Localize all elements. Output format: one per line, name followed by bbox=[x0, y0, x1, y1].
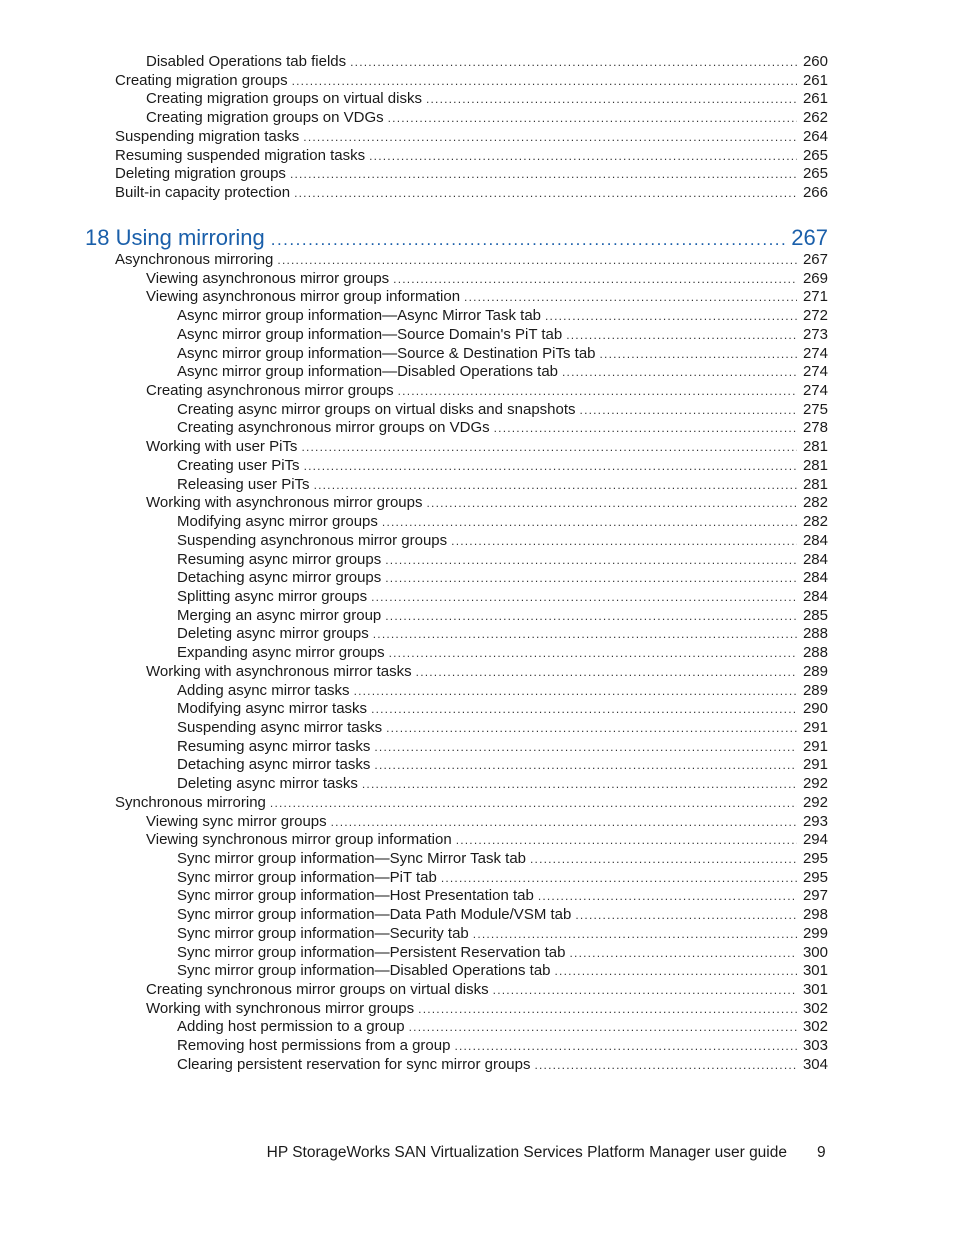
toc-entry[interactable] bbox=[146, 90, 828, 109]
toc-entry[interactable] bbox=[146, 831, 828, 850]
toc-entry-page: 293 bbox=[802, 812, 828, 830]
dot-leader bbox=[441, 869, 797, 888]
toc-entry-title: Resuming async mirror tasks bbox=[177, 737, 371, 755]
toc-entry-page: 292 bbox=[802, 793, 828, 811]
toc-entry[interactable] bbox=[146, 109, 828, 128]
toc-entry-page: 295 bbox=[802, 850, 828, 867]
toc-entry-page: 274 bbox=[802, 344, 828, 362]
dot-leader bbox=[393, 270, 797, 289]
toc-entry[interactable] bbox=[177, 625, 828, 644]
toc-entry-page: 297 bbox=[802, 887, 828, 905]
dot-leader bbox=[451, 532, 797, 551]
dot-leader bbox=[362, 775, 797, 794]
toc-entry-title: Asynchronous mirroring bbox=[115, 251, 274, 268]
toc-entry[interactable] bbox=[177, 738, 828, 757]
toc-entry-title: Working with asynchronous mirror groups bbox=[146, 494, 423, 512]
toc-entry-page: 301 bbox=[802, 962, 828, 980]
dot-leader bbox=[600, 345, 797, 364]
toc-entry-page: 291 bbox=[802, 737, 828, 755]
toc-entry-page: 294 bbox=[802, 831, 828, 849]
toc-entry[interactable] bbox=[177, 700, 828, 719]
toc-entry[interactable] bbox=[177, 532, 828, 551]
toc-entry[interactable] bbox=[177, 345, 828, 364]
toc-entry[interactable] bbox=[177, 719, 828, 738]
dot-leader bbox=[416, 663, 797, 682]
toc-entry-title: Async mirror group information—Disabled Operations tab bbox=[177, 363, 558, 381]
toc-entry-title: Disabled Operations tab fields bbox=[146, 53, 347, 70]
toc-entry-title: Clearing persistent reservation for sync mirror groups bbox=[177, 1055, 531, 1073]
toc-entry-page: 284 bbox=[802, 550, 828, 568]
toc-entry-title: Deleting async mirror tasks bbox=[177, 775, 358, 793]
toc-entry-page: 274 bbox=[802, 363, 828, 381]
toc-entry-page: 304 bbox=[802, 1055, 828, 1073]
toc-entry-page: 295 bbox=[802, 868, 828, 886]
dot-leader bbox=[538, 887, 797, 906]
dot-leader bbox=[530, 850, 797, 869]
toc-entry-page: 278 bbox=[802, 419, 828, 437]
dot-leader bbox=[277, 251, 797, 270]
dot-leader bbox=[290, 165, 797, 184]
toc-entry-title: Synchronous mirroring bbox=[115, 793, 266, 811]
toc-entry[interactable] bbox=[177, 887, 828, 906]
toc-entry-title: Async mirror group information—Async Mirror Task tab bbox=[177, 307, 541, 325]
toc-entry-title: Detaching async mirror groups bbox=[177, 569, 382, 587]
toc-entry[interactable] bbox=[115, 72, 828, 91]
toc-entry-title: Resuming async mirror groups bbox=[177, 550, 382, 568]
toc-entry-title: Expanding async mirror groups bbox=[177, 644, 385, 662]
toc-entry-page: 281 bbox=[802, 438, 828, 456]
toc-entry-title: Creating migration groups bbox=[115, 71, 288, 89]
toc-entry-page: 272 bbox=[802, 307, 828, 325]
toc-entry[interactable] bbox=[146, 663, 828, 682]
toc-entry-page: 269 bbox=[802, 269, 828, 287]
toc-entry-title: Modifying async mirror tasks bbox=[177, 700, 368, 718]
toc-entry-page: 289 bbox=[802, 662, 828, 680]
dot-leader bbox=[562, 363, 797, 382]
toc-entry[interactable] bbox=[115, 128, 828, 147]
toc-entry-page: 290 bbox=[802, 700, 828, 718]
toc-entry-page: 284 bbox=[802, 569, 828, 587]
dot-leader bbox=[303, 128, 797, 147]
toc-entry-title: Adding async mirror tasks bbox=[177, 681, 350, 699]
toc-entry[interactable] bbox=[146, 270, 828, 289]
toc-entry-title: Viewing asynchronous mirror group information bbox=[146, 288, 461, 306]
toc-entry-page: 285 bbox=[802, 606, 828, 624]
dot-leader bbox=[292, 72, 797, 91]
footer-page-number: 9 bbox=[817, 1144, 826, 1161]
toc-entry[interactable] bbox=[177, 869, 828, 888]
dot-leader bbox=[473, 925, 797, 944]
dot-leader bbox=[374, 756, 797, 775]
dot-leader bbox=[354, 682, 797, 701]
toc-entry-title: Viewing sync mirror groups bbox=[146, 812, 327, 830]
dot-leader bbox=[385, 569, 797, 588]
toc-entry[interactable] bbox=[177, 906, 828, 925]
toc-entry[interactable] bbox=[115, 184, 828, 203]
dot-leader bbox=[493, 981, 797, 1000]
toc-entry[interactable] bbox=[177, 682, 828, 701]
toc-entry[interactable] bbox=[115, 165, 828, 184]
dot-leader bbox=[456, 831, 797, 850]
toc-entry-page: 298 bbox=[802, 906, 828, 924]
toc-entry-page: 267 bbox=[802, 251, 828, 268]
toc-entry-title: Removing host permissions from a group bbox=[177, 1037, 451, 1055]
toc-entry-page: 266 bbox=[802, 184, 828, 202]
dot-leader bbox=[369, 147, 797, 166]
toc-entry-title: Sync mirror group information—PiT tab bbox=[177, 868, 437, 886]
toc-entry-title: Working with synchronous mirror groups bbox=[146, 999, 415, 1017]
toc-entry-page: 281 bbox=[802, 475, 828, 493]
dot-leader bbox=[409, 1018, 797, 1037]
toc-entry-page: 291 bbox=[802, 756, 828, 774]
toc-entry-title: Merging an async mirror group bbox=[177, 606, 382, 624]
chapter-heading[interactable] bbox=[85, 224, 828, 252]
toc-entry-title: Suspending async mirror tasks bbox=[177, 718, 383, 736]
toc-entry-title: Deleting migration groups bbox=[115, 165, 286, 183]
dot-leader bbox=[382, 513, 797, 532]
toc-entry-page: 302 bbox=[802, 1018, 828, 1036]
toc-entry-title: Sync mirror group information—Data Path Module/VSM tab bbox=[177, 906, 572, 924]
toc-entry[interactable] bbox=[177, 457, 828, 476]
toc-entry-page: 288 bbox=[802, 625, 828, 643]
toc-entry-title: Releasing user PiTs bbox=[177, 475, 310, 493]
dot-leader bbox=[454, 1037, 797, 1056]
toc-entry-title: Built-in capacity protection bbox=[115, 184, 291, 202]
toc-entry-page: 289 bbox=[802, 681, 828, 699]
toc-entry[interactable] bbox=[177, 551, 828, 570]
dot-leader bbox=[426, 90, 797, 109]
toc-entry-page: 301 bbox=[802, 981, 828, 999]
toc-entry-title: Working with asynchronous mirror tasks bbox=[146, 662, 412, 680]
toc-entry-page: 284 bbox=[802, 531, 828, 549]
toc-entry-title: Async mirror group information—Source Domain's PiT tab bbox=[177, 325, 563, 343]
toc-entry-title: Sync mirror group information—Sync Mirror Task tab bbox=[177, 850, 526, 867]
toc-entry[interactable] bbox=[115, 251, 828, 270]
toc-entry-page: 261 bbox=[802, 71, 828, 89]
dot-leader bbox=[534, 1056, 797, 1075]
toc-entry-title: Resuming suspended migration tasks bbox=[115, 146, 366, 164]
toc-entry-page: 300 bbox=[802, 943, 828, 961]
footer-title: HP StorageWorks SAN Virtualization Services Platform Manager user guide bbox=[266, 1144, 787, 1161]
dot-leader bbox=[386, 719, 797, 738]
toc-entry-page: 284 bbox=[802, 587, 828, 605]
toc-entry[interactable] bbox=[177, 363, 828, 382]
dot-leader bbox=[371, 588, 797, 607]
toc-entry[interactable] bbox=[177, 307, 828, 326]
toc-entry[interactable] bbox=[177, 607, 828, 626]
dot-leader bbox=[331, 813, 797, 832]
toc-entry-page: 273 bbox=[802, 325, 828, 343]
toc-entry-page: 262 bbox=[802, 109, 828, 127]
toc-entry-title: Creating migration groups on VDGs bbox=[146, 109, 384, 127]
toc-entry[interactable] bbox=[177, 326, 828, 345]
dot-leader bbox=[388, 109, 797, 128]
dot-leader bbox=[385, 551, 797, 570]
toc-entry[interactable] bbox=[146, 382, 828, 401]
toc-entry-page: 282 bbox=[802, 494, 828, 512]
toc-entry[interactable] bbox=[177, 944, 828, 963]
toc-entry-title: Sync mirror group information—Host Presentation tab bbox=[177, 887, 534, 905]
dot-leader bbox=[373, 625, 797, 644]
toc-entry-title: Working with user PiTs bbox=[146, 438, 298, 456]
toc-entry[interactable] bbox=[177, 569, 828, 588]
toc-entry-page: 303 bbox=[802, 1037, 828, 1055]
dot-leader bbox=[464, 288, 797, 307]
dot-leader bbox=[301, 438, 797, 457]
toc-entry-page: 302 bbox=[802, 999, 828, 1017]
toc-entry-title: Splitting async mirror groups bbox=[177, 587, 368, 605]
toc-entry-page: 260 bbox=[802, 53, 828, 70]
toc-entry[interactable] bbox=[177, 775, 828, 794]
toc-entry-title: Sync mirror group information—Disabled Operations tab bbox=[177, 962, 551, 980]
page-footer bbox=[0, 1143, 954, 1163]
toc-entry[interactable] bbox=[146, 981, 828, 1000]
dot-leader bbox=[270, 794, 797, 813]
dot-leader bbox=[427, 494, 797, 513]
toc-entry-title: Suspending migration tasks bbox=[115, 127, 300, 145]
toc-entry-title: Sync mirror group information—Security tab bbox=[177, 924, 469, 942]
dot-leader bbox=[545, 307, 797, 326]
toc-entry[interactable] bbox=[177, 476, 828, 495]
dot-leader bbox=[385, 607, 797, 626]
toc-entry[interactable] bbox=[115, 147, 828, 166]
toc-entry-page: 291 bbox=[802, 718, 828, 736]
toc-entry-title: Viewing synchronous mirror group information bbox=[146, 831, 452, 849]
toc-entry-title: Adding host permission to a group bbox=[177, 1018, 405, 1036]
toc-entry-title: Async mirror group information—Source & Destination PiTs tab bbox=[177, 344, 596, 362]
toc-entry[interactable] bbox=[177, 644, 828, 663]
toc-entry[interactable] bbox=[146, 288, 828, 307]
toc-entry-page: 271 bbox=[802, 288, 828, 306]
toc-entry-title: Deleting async mirror groups bbox=[177, 625, 369, 643]
toc-entry-page: 292 bbox=[802, 775, 828, 793]
toc-entry[interactable] bbox=[177, 419, 828, 438]
toc-entry-page: 299 bbox=[802, 924, 828, 942]
dot-leader bbox=[570, 944, 797, 963]
toc-entry[interactable] bbox=[146, 494, 828, 513]
toc-entry-page: 275 bbox=[802, 400, 828, 418]
toc-entry[interactable] bbox=[146, 438, 828, 457]
toc-entry[interactable] bbox=[177, 588, 828, 607]
dot-leader bbox=[374, 738, 797, 757]
toc-entry-title: Modifying async mirror groups bbox=[177, 513, 378, 531]
toc-entry[interactable] bbox=[177, 756, 828, 775]
dot-leader bbox=[555, 962, 797, 981]
toc-entry[interactable] bbox=[177, 925, 828, 944]
dot-leader bbox=[494, 419, 797, 438]
toc-entry-title: Suspending asynchronous mirror groups bbox=[177, 531, 448, 549]
toc-entry-title: Creating asynchronous mirror groups bbox=[146, 382, 394, 400]
toc-entry-title: Creating asynchronous mirror groups on VDGs bbox=[177, 419, 490, 437]
toc-entry[interactable] bbox=[177, 962, 828, 981]
toc-entry[interactable] bbox=[177, 513, 828, 532]
dot-leader bbox=[271, 226, 786, 254]
toc-entry-page: 282 bbox=[802, 513, 828, 531]
dot-leader bbox=[304, 457, 797, 476]
dot-leader bbox=[314, 476, 797, 495]
dot-leader bbox=[575, 906, 797, 925]
toc-entry[interactable] bbox=[177, 1037, 828, 1056]
toc-entry-title: Creating migration groups on virtual disks bbox=[146, 90, 422, 108]
toc-chapter-section bbox=[0, 251, 954, 1075]
toc-entry-page: 281 bbox=[802, 456, 828, 474]
toc-entry-title: Creating synchronous mirror groups on virtual disks bbox=[146, 981, 489, 999]
toc-entry-title: Creating async mirror groups on virtual disks and snapshots bbox=[177, 400, 576, 418]
toc-entry[interactable] bbox=[177, 850, 828, 869]
toc-entry[interactable] bbox=[146, 1000, 828, 1019]
dot-leader bbox=[371, 700, 797, 719]
toc-entry[interactable] bbox=[146, 813, 828, 832]
toc-top-section bbox=[0, 53, 954, 203]
toc-entry[interactable] bbox=[177, 1018, 828, 1037]
toc-entry-title: Sync mirror group information—Persistent Reservation tab bbox=[177, 943, 566, 961]
dot-leader bbox=[580, 401, 797, 420]
chapter-title: 18 Using mirroring bbox=[85, 225, 265, 250]
toc-entry[interactable] bbox=[146, 53, 828, 72]
toc-entry[interactable] bbox=[177, 401, 828, 420]
toc-entry-page: 265 bbox=[802, 165, 828, 183]
toc-entry-page: 288 bbox=[802, 644, 828, 662]
toc-entry-page: 274 bbox=[802, 382, 828, 400]
dot-leader bbox=[418, 1000, 797, 1019]
toc-entry-title: Detaching async mirror tasks bbox=[177, 756, 371, 774]
toc-entry-page: 265 bbox=[802, 146, 828, 164]
toc-entry[interactable] bbox=[177, 1056, 828, 1075]
toc-entry-title: Creating user PiTs bbox=[177, 456, 300, 474]
toc-entry-page: 264 bbox=[802, 127, 828, 145]
dot-leader bbox=[398, 382, 797, 401]
dot-leader bbox=[389, 644, 797, 663]
toc-entry[interactable] bbox=[115, 794, 828, 813]
toc-entry-page: 261 bbox=[802, 90, 828, 108]
dot-leader bbox=[294, 184, 797, 203]
dot-leader bbox=[566, 326, 797, 345]
chapter-page-number: 267 bbox=[791, 225, 828, 250]
toc-entry-title: Viewing asynchronous mirror groups bbox=[146, 269, 390, 287]
dot-leader bbox=[350, 53, 797, 72]
